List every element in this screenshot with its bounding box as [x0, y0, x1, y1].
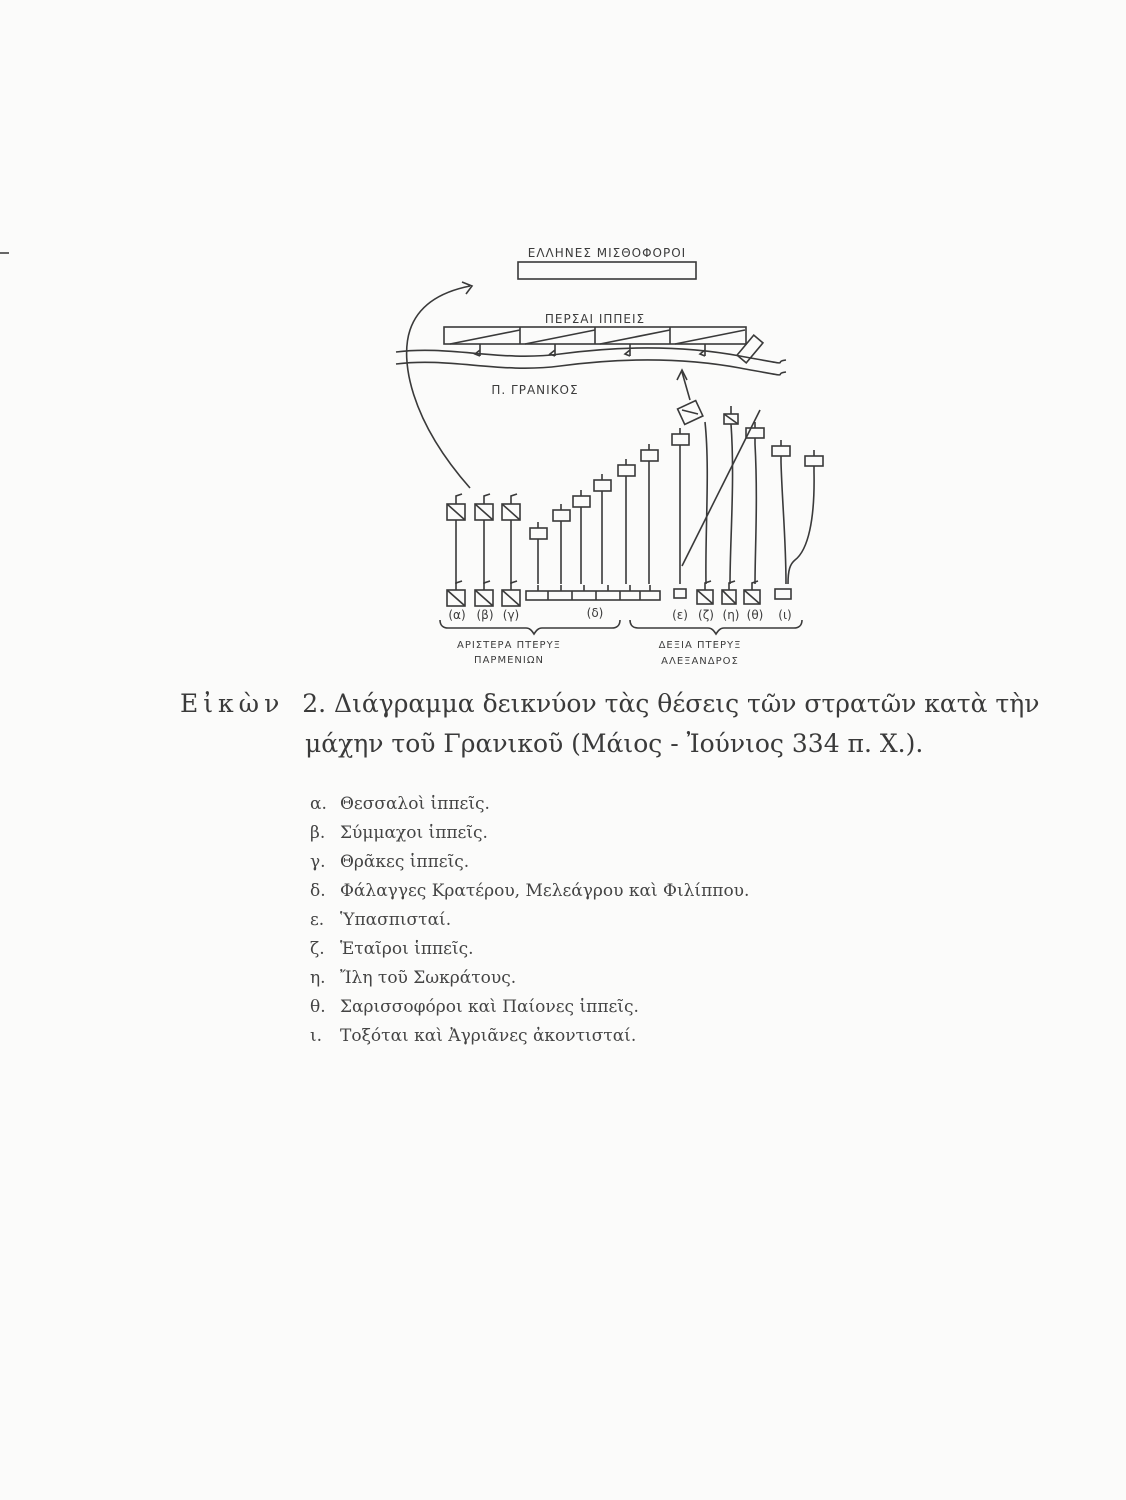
legend-text: Τοξόται καὶ Ἀγριᾶνες ἀκοντισταί. — [340, 1026, 637, 1046]
legend-text: Ἑταῖροι ἱππεῖς. — [340, 939, 474, 959]
unit-label-e: (ε) — [672, 608, 688, 622]
legend-item — [310, 848, 1010, 877]
persian-cavalry-label: ΠΕΡΣΑΙ ΙΠΠΕΙΣ — [544, 312, 646, 326]
unit-label-z: (ζ) — [698, 608, 714, 622]
legend-text: Σαρισσοφόροι καὶ Παίονες ἱππεῖς. — [340, 997, 639, 1017]
caption-figure-word: Εἰκὼν — [180, 689, 285, 718]
legend-item — [310, 964, 1010, 993]
right-wing-line2: ΑΛΕΞΑΝΔΡΟΣ — [661, 656, 739, 667]
legend-letter: ι. — [310, 1026, 323, 1046]
legend-item — [310, 819, 1010, 848]
legend-letter: ζ. — [310, 939, 325, 959]
left-wing-units — [447, 494, 520, 584]
unit-label-g: (γ) — [502, 608, 520, 622]
mercenaries-label: ΕΛΛΗΝΕΣ ΜΙΣΘΟΦΟΡΟΙ — [527, 246, 687, 260]
legend-letter: ε. — [310, 910, 325, 930]
unit-label-d: (δ) — [586, 606, 604, 620]
legend-text: Θρᾶκες ἱππεῖς. — [340, 852, 470, 872]
mercenaries-rect — [518, 262, 696, 279]
legend-letter: γ. — [310, 852, 326, 872]
legend-item — [310, 1022, 1010, 1051]
battle-diagram — [0, 0, 1126, 680]
legend-letter: α. — [310, 794, 327, 814]
unit-label-h: (η) — [722, 608, 740, 622]
legend-letter: θ. — [310, 997, 326, 1017]
phalanx-staircase — [530, 428, 689, 584]
right-wing-units — [678, 401, 823, 584]
legend-letter: η. — [310, 968, 326, 988]
flanking-arrow — [407, 286, 470, 488]
legend-text: Φάλαγγες Κρατέρου, Μελεάγρου καὶ Φιλίππου. — [340, 881, 750, 901]
left-wing-line1: ΑΡΙΣΤΕΡΑ ΠΤΕΡΥΞ — [456, 640, 562, 651]
right-wing-line1: ΔΕΞΙΑ ΠΤΕΡΥΞ — [658, 640, 742, 651]
legend-item — [310, 935, 1010, 964]
legend-text: Θεσσαλοὶ ἱππεῖς. — [340, 794, 490, 814]
legend-item — [310, 906, 1010, 935]
river-label: Π. ΓΡΑΝΙΚΟΣ — [491, 383, 579, 397]
unit-label-th: (θ) — [746, 608, 764, 622]
unit-label-i: (ι) — [778, 608, 792, 622]
legend-item — [310, 877, 1010, 906]
caption-line-2: μάχην τοῦ Γρανικοῦ (Μάιος - Ἰούνιος 334 π. Χ.). — [305, 729, 924, 758]
legend-letter: β. — [310, 823, 326, 843]
figure-caption — [180, 684, 1060, 764]
legend-item — [310, 993, 1010, 1022]
unit-label-a: (α) — [448, 608, 466, 622]
unit-label-b: (β) — [476, 608, 494, 622]
legend-letter: δ. — [310, 881, 326, 901]
left-wing-brace — [440, 620, 620, 634]
right-wing-brace — [630, 620, 802, 634]
legend-item — [310, 790, 1010, 819]
river-line — [396, 348, 786, 363]
legend-text: Σύμμαχοι ἱππεῖς. — [340, 823, 488, 843]
legend-text: Ἴλη τοῦ Σωκράτους. — [340, 968, 517, 988]
legend-text: Ὑπασπισταί. — [340, 910, 452, 930]
left-wing-line2: ΠΑΡΜΕΝΙΩΝ — [474, 655, 544, 666]
legend-list — [310, 790, 1010, 1051]
caption-line-1: 2. Διάγραμμα δεικνύον τὰς θέσεις τῶν στρατῶν κατὰ τὴν — [302, 689, 1040, 718]
